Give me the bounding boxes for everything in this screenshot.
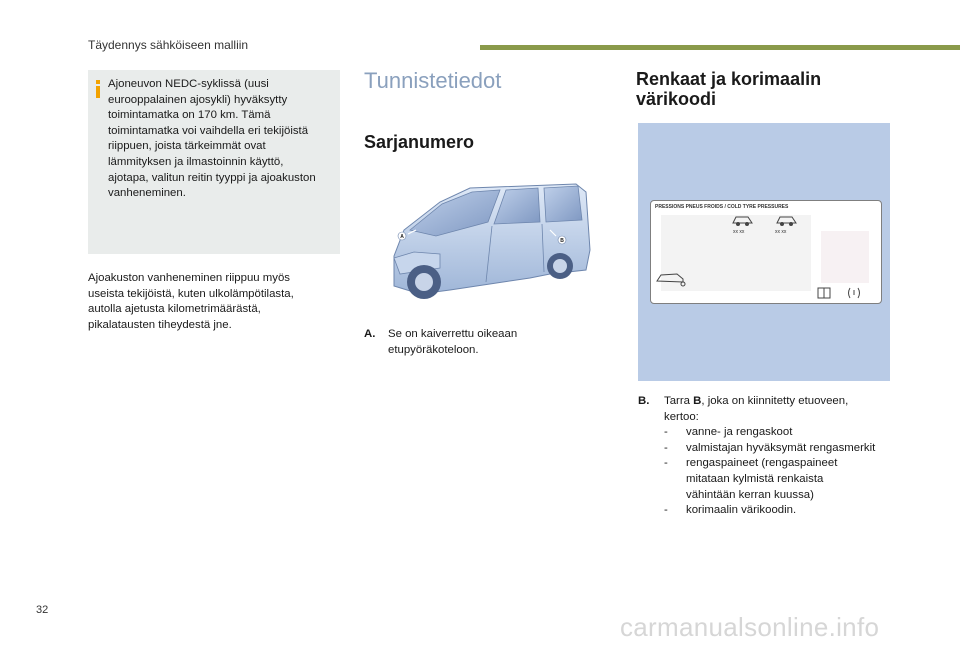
label-color-box [821, 231, 869, 283]
list-item: - valmistajan hyväksymät rengasmerkit [664, 441, 876, 454]
list-item-continuation: vähintään kerran kuussa) [686, 488, 814, 501]
marker-b: B [560, 238, 564, 244]
list-item: - rengaspaineet (rengaspaineet [664, 457, 838, 470]
manual-book-icon [817, 287, 831, 299]
serial-number-title: Sarjanumero [364, 132, 475, 152]
caption-a: A. Se on kaiverrettu oikeaan etupyöräkoteloon. [364, 328, 518, 356]
car-rear-icon [775, 213, 799, 227]
list-item-continuation: mitataan kylmistä renkaista [686, 472, 824, 485]
marker-a: A [400, 234, 404, 240]
vehicle-side-icon [655, 269, 687, 287]
label-value-2: xx xx [775, 229, 787, 235]
tyre-warning-icon [847, 287, 861, 299]
header-rule [480, 45, 960, 50]
car-front-icon [731, 213, 755, 227]
caption-b: B. Tarra B, joka on kiinnitetty etuoveen, kertoo: - vanne- ja rengaskoot - valmistajan hyväksymät rengasmerkit - rengaspaineet (rengaspaineet mitataan kylmistä renkaista vähintään kerran kuussa) - korimaalin värikoodin. [638, 394, 898, 519]
info-icon [93, 80, 103, 98]
page-number: 32 [36, 604, 49, 616]
list-item: - vanne- ja rengaskoot [664, 426, 793, 439]
label-value-1: xx xx [733, 229, 745, 235]
car-illustration [380, 178, 594, 308]
list-item: - korimaalin värikoodin. [664, 504, 797, 517]
watermark: carmanualsonline.info [620, 612, 880, 642]
tyres-title: Renkaat ja korimaalin värikoodi [636, 69, 822, 109]
section-title: Tunnistetiedot [364, 68, 502, 93]
note-text: Ajoneuvon NEDC-syklissä (uusi eurooppalainen ajosykli) hyväksytty toimintamatka on 170 km. Tämä toimintamatka voi vaihdella eri tekijöistä riippuen, joista tärkeimmät ovat lämmityksen ja ilmastoinnin käyttö, ajotapa, valitun reitin tyyppi ja ajoakuston vanheneminen. [108, 78, 316, 200]
label-heading: PRESSIONS PNEUS FROIDS / COLD TYRE PRESSURES [655, 204, 789, 210]
battery-aging-paragraph: Ajoakuston vanheneminen riippuu myös useista tekijöistä, kuten ulkolämpötilasta, autolla ajetusta kilometrimäärästä, pikalatausten tiheydestä jne. [88, 272, 294, 331]
section-header: Täydennys sähköiseen malliin [88, 38, 249, 52]
tyre-pressure-label [650, 200, 882, 304]
